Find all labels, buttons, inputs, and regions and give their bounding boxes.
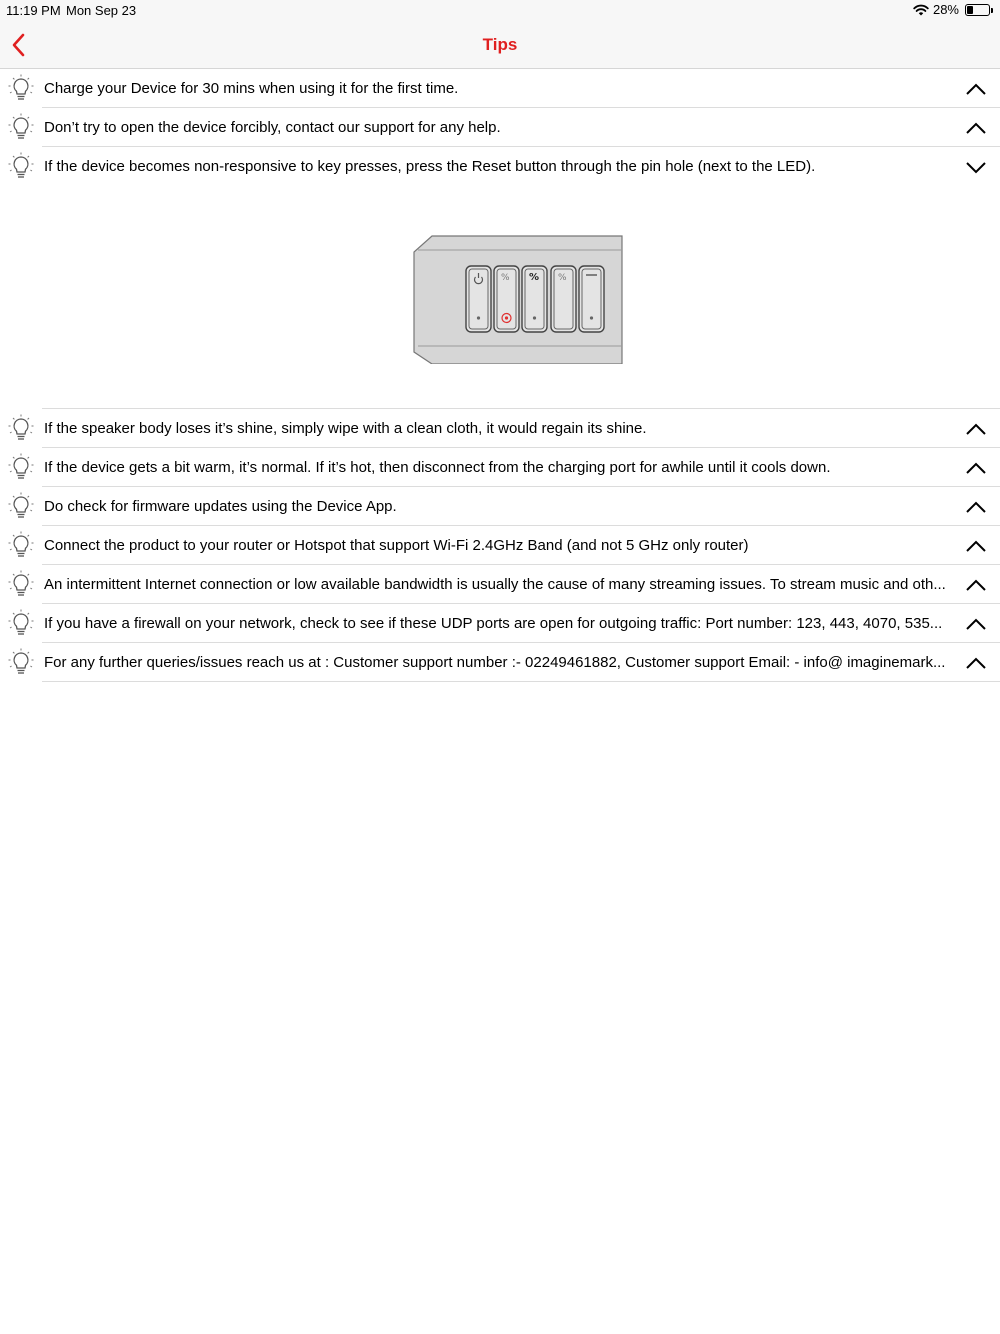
tip-text: Charge your Device for 30 mins when using it for the first time. xyxy=(44,80,459,97)
lightbulb-icon xyxy=(7,648,35,677)
divider xyxy=(42,681,1000,682)
tip-row-expanded[interactable] xyxy=(0,147,1000,186)
tip-text: For any further queries/issues reach us at : Customer support number :- 02249461882, Customer support Email: - info@ imaginemark... xyxy=(44,654,946,671)
tip-text: Connect the product to your router or Hotspot that support Wi-Fi 2.4GHz Band (and not 5 GHz only router) xyxy=(44,537,749,554)
chevron-up-icon[interactable] xyxy=(964,616,988,632)
battery-icon xyxy=(965,4,990,16)
status-time: 11:19 PM xyxy=(6,3,61,18)
tip-text: If the device becomes non-responsive to key presses, press the Reset button through the pin hole (next to the LED). xyxy=(44,158,816,175)
tip-row[interactable] xyxy=(0,409,1000,448)
tip-text: Do check for firmware updates using the Device App. xyxy=(44,498,397,515)
lightbulb-icon xyxy=(7,570,35,599)
svg-text:%: % xyxy=(501,273,510,283)
chevron-up-icon[interactable] xyxy=(964,81,988,97)
tip-text: If the speaker body loses it’s shine, simply wipe with a clean cloth, it would regain its shine. xyxy=(44,420,647,437)
chevron-up-icon[interactable] xyxy=(964,577,988,593)
wifi-icon xyxy=(913,4,929,16)
tip-row[interactable] xyxy=(0,565,1000,604)
tip-row[interactable] xyxy=(0,108,1000,147)
tip-detail-panel xyxy=(0,186,1000,409)
page-title: Tips xyxy=(482,35,518,54)
svg-text:%: % xyxy=(529,272,540,283)
lightbulb-icon xyxy=(7,414,35,443)
lightbulb-icon xyxy=(7,152,35,181)
tips-list xyxy=(0,69,1000,682)
chevron-up-icon[interactable] xyxy=(964,460,988,476)
tip-text: An intermittent Internet connection or low available bandwidth is usually the cause of many streaming issues. To stream music and oth... xyxy=(44,576,946,593)
chevron-up-icon[interactable] xyxy=(964,538,988,554)
tip-text: Don’t try to open the device forcibly, contact our support for any help. xyxy=(44,119,501,136)
tip-row[interactable] xyxy=(0,526,1000,565)
status-bar xyxy=(0,0,1000,20)
tip-row[interactable] xyxy=(0,487,1000,526)
chevron-up-icon[interactable] xyxy=(964,120,988,136)
tip-text: If the device gets a bit warm, it’s normal. If it’s hot, then disconnect from the charging port for awhile until it cools down. xyxy=(44,459,831,476)
lightbulb-icon xyxy=(7,492,35,521)
tip-row[interactable] xyxy=(0,643,1000,682)
svg-text:%: % xyxy=(558,273,567,283)
chevron-up-icon[interactable] xyxy=(964,499,988,515)
lightbulb-icon xyxy=(7,453,35,482)
tip-row[interactable] xyxy=(0,448,1000,487)
chevron-up-icon[interactable] xyxy=(964,421,988,437)
lightbulb-icon xyxy=(7,113,35,142)
status-right xyxy=(913,2,990,17)
tip-text: If you have a firewall on your network, check to see if these UDP ports are open for outgoing traffic: Port number: 123, 443, 4070, 535... xyxy=(44,615,943,632)
battery-percent: 28% xyxy=(932,2,959,17)
lightbulb-icon xyxy=(7,74,35,103)
chevron-up-icon[interactable] xyxy=(964,655,988,671)
nav-bar xyxy=(0,20,1000,69)
lightbulb-icon xyxy=(7,531,35,560)
status-date: Mon Sep 23 xyxy=(66,3,137,18)
device-reset-illustration xyxy=(410,232,626,364)
chevron-down-icon[interactable] xyxy=(964,159,988,175)
lightbulb-icon xyxy=(7,609,35,638)
tip-row[interactable] xyxy=(0,69,1000,108)
tip-row[interactable] xyxy=(0,604,1000,643)
